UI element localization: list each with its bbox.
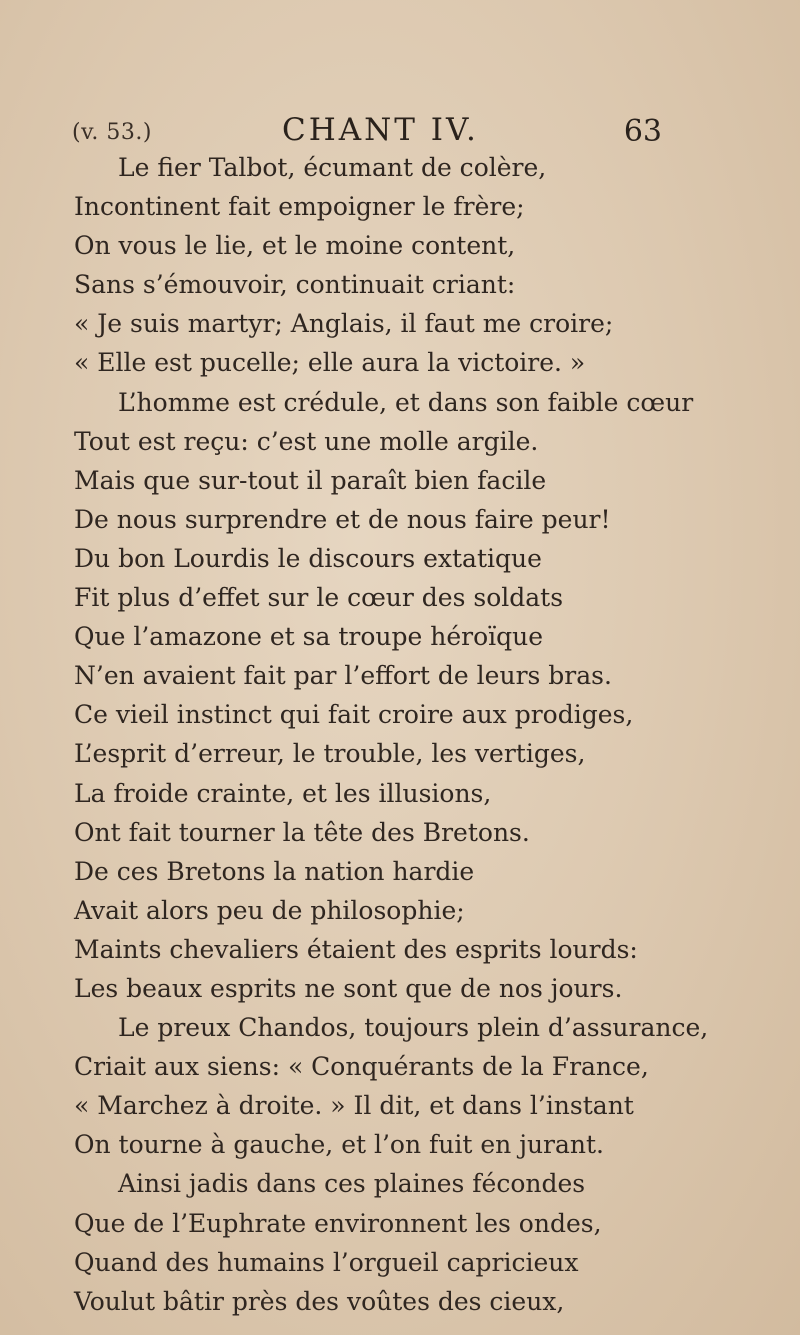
verse-line: La froide crainte, et les illusions, bbox=[74, 778, 492, 808]
verse-line: Maints chevaliers étaient des esprits lourds: bbox=[74, 934, 638, 964]
verse-line: Sans s’émouvoir, continuait criant: bbox=[74, 270, 516, 300]
verse-line: Ainsi jadis dans ces plaines fécondes bbox=[118, 1169, 586, 1199]
page-number: 63 bbox=[623, 114, 662, 149]
verse-line: Mais que sur-tout il paraît bien facile bbox=[74, 465, 547, 495]
poem-text bbox=[74, 148, 789, 1321]
chant-title: CHANT IV. bbox=[282, 112, 479, 148]
verse-line: Que l’amazone et sa troupe héroïque bbox=[74, 622, 544, 652]
verse-line: Quand des humains l’orgueil capricieux bbox=[74, 1247, 579, 1277]
verse-line: « Marchez à droite. » Il dit, et dans l’instant bbox=[74, 1091, 634, 1121]
verse-line: N’en avaient fait par l’effort de leurs bras. bbox=[74, 661, 612, 691]
verse-line: Ont fait tourner la tête des Bretons. bbox=[74, 817, 530, 847]
verse-line: L’homme est crédule, et dans son faible cœur bbox=[118, 387, 694, 417]
verse-line: Voulut bâtir près des voûtes des cieux, bbox=[74, 1286, 565, 1316]
verse-line: Le preux Chandos, toujours plein d’assurance, bbox=[118, 1013, 709, 1043]
verse-line: Avait alors peu de philosophie; bbox=[74, 895, 465, 925]
verse-line: On vous le lie, et le moine content, bbox=[74, 231, 516, 261]
verse-line: De nous surprendre et de nous faire peur! bbox=[74, 504, 611, 534]
verse-line: L’esprit d’erreur, le trouble, les vertiges, bbox=[74, 739, 586, 769]
verse-line: Incontinent fait empoigner le frère; bbox=[74, 192, 525, 222]
verse-line: Le fier Talbot, écumant de colère, bbox=[118, 153, 547, 182]
verse-line: Ce vieil instinct qui fait croire aux prodiges, bbox=[74, 700, 634, 730]
verse-line: Criait aux siens: « Conquérants de la France, bbox=[74, 1052, 649, 1082]
verse-line: « Elle est pucelle; elle aura la victoire. » bbox=[74, 348, 586, 378]
verse-line: Que de l’Euphrate environnent les ondes, bbox=[74, 1208, 602, 1238]
verse-line: Fit plus d’effet sur le cœur des soldats bbox=[74, 583, 564, 613]
verse-line: Du bon Lourdis le discours extatique bbox=[74, 543, 542, 573]
running-header bbox=[72, 112, 662, 152]
verse-reference: (v. 53.) bbox=[72, 120, 152, 145]
verse-line: « Je suis martyr; Anglais, il faut me croire; bbox=[74, 309, 614, 339]
verse-line: Les beaux esprits ne sont que de nos jours. bbox=[74, 973, 623, 1003]
verse-line: De ces Bretons la nation hardie bbox=[74, 856, 475, 886]
verse-line: On tourne à gauche, et l’on fuit en jurant. bbox=[74, 1130, 605, 1160]
verse-line: Tout est reçu: c’est une molle argile. bbox=[74, 426, 539, 456]
